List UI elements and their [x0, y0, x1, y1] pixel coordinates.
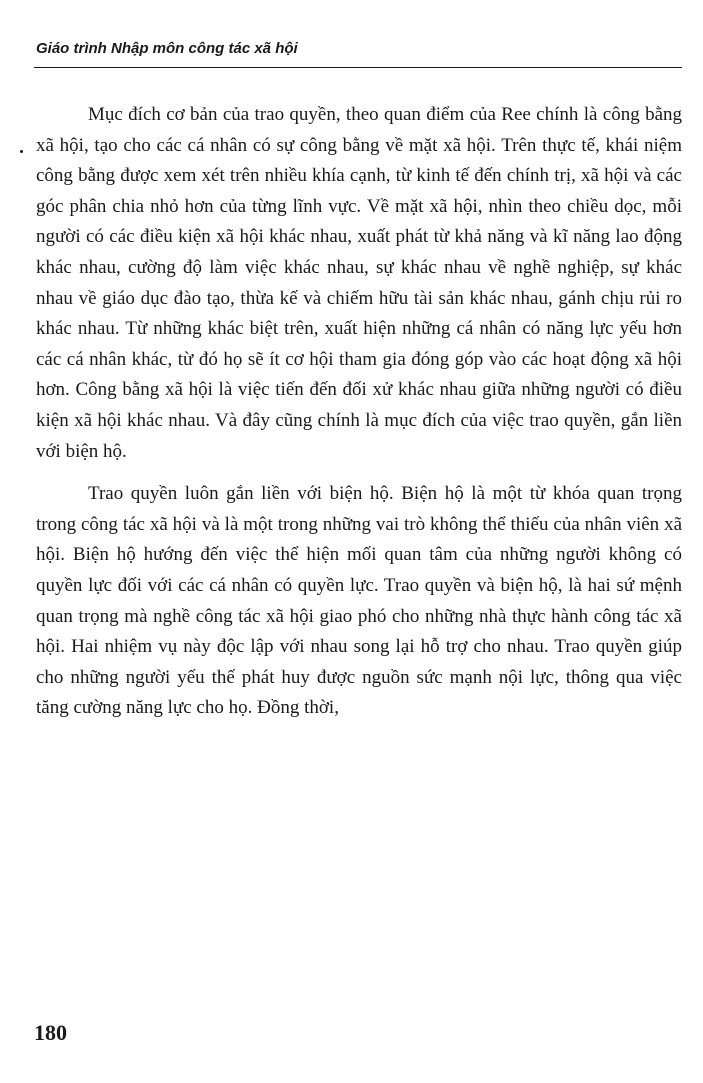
header-rule	[34, 67, 682, 68]
paragraph-1: Mục đích cơ bản của trao quyền, theo quan điểm của Ree chính là công bằng xã hội, tạo cho các cá nhân có sự công bằng về mặt xã hội. Trên thực tế, khái niệm công bằng được xem xét trên nhiều khía cạnh, từ kinh tế đến chính trị, xã hội và các góc phân chia nhỏ hơn của từng lĩnh vực. Về mặt xã hội, nhìn theo chiều dọc, mỗi người có các điều kiện xã hội khác nhau, xuất phát từ khả năng và kĩ năng lao động khác nhau, cường độ làm việc khác nhau, sự khác nhau về nghề nghiệp, sự khác nhau về giáo dục đào tạo, thừa kế và chiếm hữu tài sản khác nhau, gánh chịu rủi ro khác nhau. Từ những khác biệt trên, xuất hiện những cá nhân có năng lực yếu hơn các cá nhân khác, từ đó họ sẽ ít cơ hội tham gia đóng góp vào các hoạt động xã hội hơn. Công bằng xã hội là việc tiến đến đối xử khác nhau giữa những người có điều kiện xã hội khác nhau. Và đây cũng chính là mục đích của việc trao quyền, gắn liền với biện hộ.	[36, 104, 682, 462]
stray-mark	[20, 150, 23, 153]
body-text	[36, 100, 682, 724]
page-number: 180	[34, 1020, 67, 1045]
running-header: Giáo trình Nhập môn công tác xã hội	[36, 40, 298, 57]
paragraph-2: Trao quyền luôn gắn liền với biện hộ. Biện hộ là một từ khóa quan trọng trong công tác xã hội và là một trong những vai trò không thể thiếu của nhân viên xã hội. Biện hộ hướng đến việc thể hiện mối quan tâm của những người không có quyền lực đối với các cá nhân có quyền lực. Trao quyền và biện hộ, là hai sứ mệnh quan trọng mà nghề công tác xã hội giao phó cho những nhà thực hành công tác xã hội. Hai nhiệm vụ này độc lập với nhau song lại hỗ trợ cho nhau. Trao quyền giúp cho những người yếu thế phát huy được nguồn sức mạnh nội lực, thông qua việc tăng cường năng lực cho họ. Đồng thời,	[36, 483, 682, 719]
